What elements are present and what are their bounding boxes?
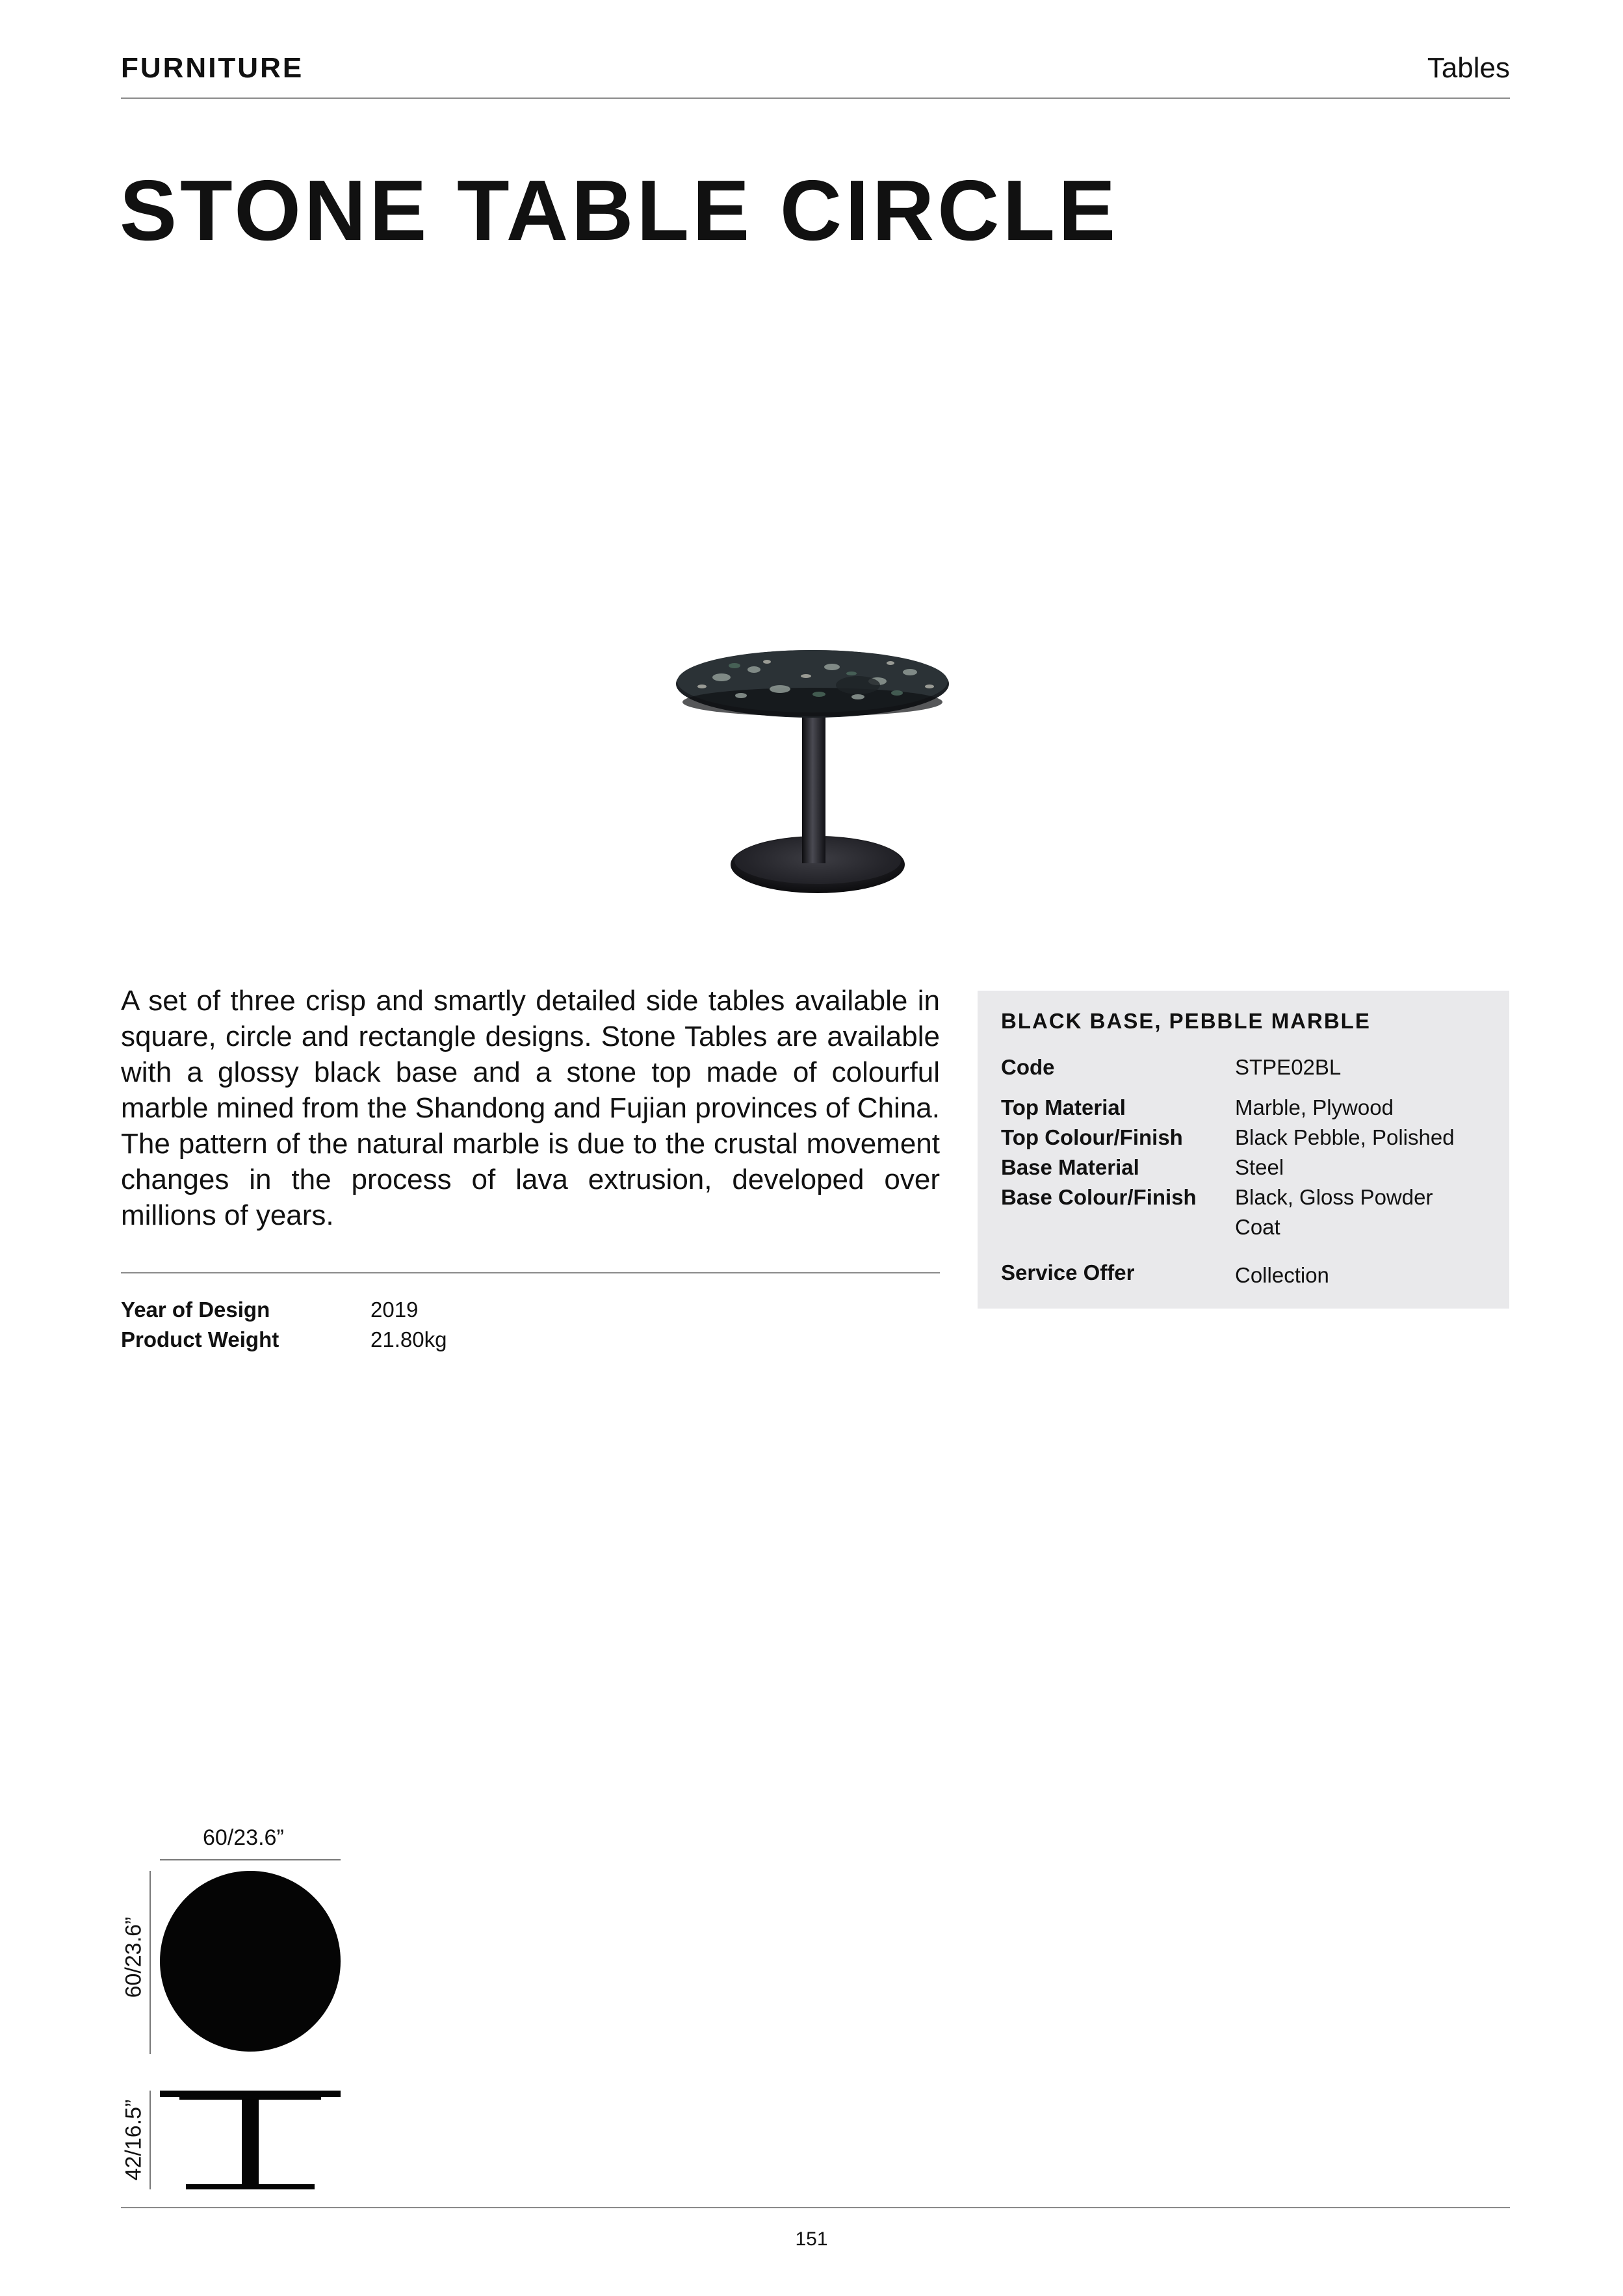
dimension-height-line — [149, 2091, 151, 2189]
side-view-drawing — [160, 2091, 342, 2191]
spec-value: Black, Gloss Powder Coat — [1235, 1185, 1433, 1239]
spec-value: STPE02BL — [1235, 1055, 1342, 1079]
dimension-width-label: 60/23.6” — [203, 1825, 284, 1850]
dimension-height-label: 42/16.5” — [121, 2099, 146, 2181]
specification-box — [978, 991, 1509, 1309]
dimension-width-line — [160, 1859, 341, 1860]
description-divider — [121, 1272, 940, 1273]
meta-label: Product Weight — [121, 1327, 279, 1351]
spec-label: Top Material — [1001, 1095, 1126, 1119]
product-description: A set of three crisp and smartly detailed side tables available in square, circle and rectangle designs. Stone Tables are available with a glossy black base and a stone top made of colourful marble mined from the Shandong and Fujian provinces of China. The pattern of the natural marble is due to the crustal movement changes in the process of lava extrusion, developed over millions of years. — [121, 985, 940, 1231]
spec-value: Black Pebble, Polished — [1235, 1125, 1455, 1149]
product-photo — [663, 644, 975, 904]
page-number: 151 — [795, 2228, 828, 2250]
spec-label: Code — [1001, 1055, 1055, 1079]
spec-label: Base Material — [1001, 1155, 1139, 1179]
section-category: FURNITURE — [121, 52, 304, 84]
meta-value: 21.80kg — [370, 1327, 447, 1351]
spec-heading: BLACK BASE, PEBBLE MARBLE — [1001, 1009, 1371, 1033]
spec-value: Collection — [1235, 1263, 1329, 1287]
meta-value: 2019 — [370, 1298, 419, 1322]
page-title: STONE TABLE CIRCLE — [120, 163, 1119, 258]
top-view-drawing — [160, 1871, 341, 2052]
spec-value: Marble, Plywood — [1235, 1095, 1394, 1119]
dimension-depth-line — [149, 1871, 151, 2054]
meta-label: Year of Design — [121, 1298, 270, 1322]
footer-divider — [121, 2207, 1510, 2208]
spec-label: Base Colour/Finish — [1001, 1185, 1197, 1209]
spec-label: Service Offer — [1001, 1260, 1135, 1285]
spec-value: Steel — [1235, 1155, 1284, 1179]
spec-label: Top Colour/Finish — [1001, 1125, 1183, 1149]
section-subcategory: Tables — [1427, 52, 1510, 84]
header-divider — [121, 98, 1510, 99]
dimension-depth-label: 60/23.6” — [121, 1916, 146, 1998]
